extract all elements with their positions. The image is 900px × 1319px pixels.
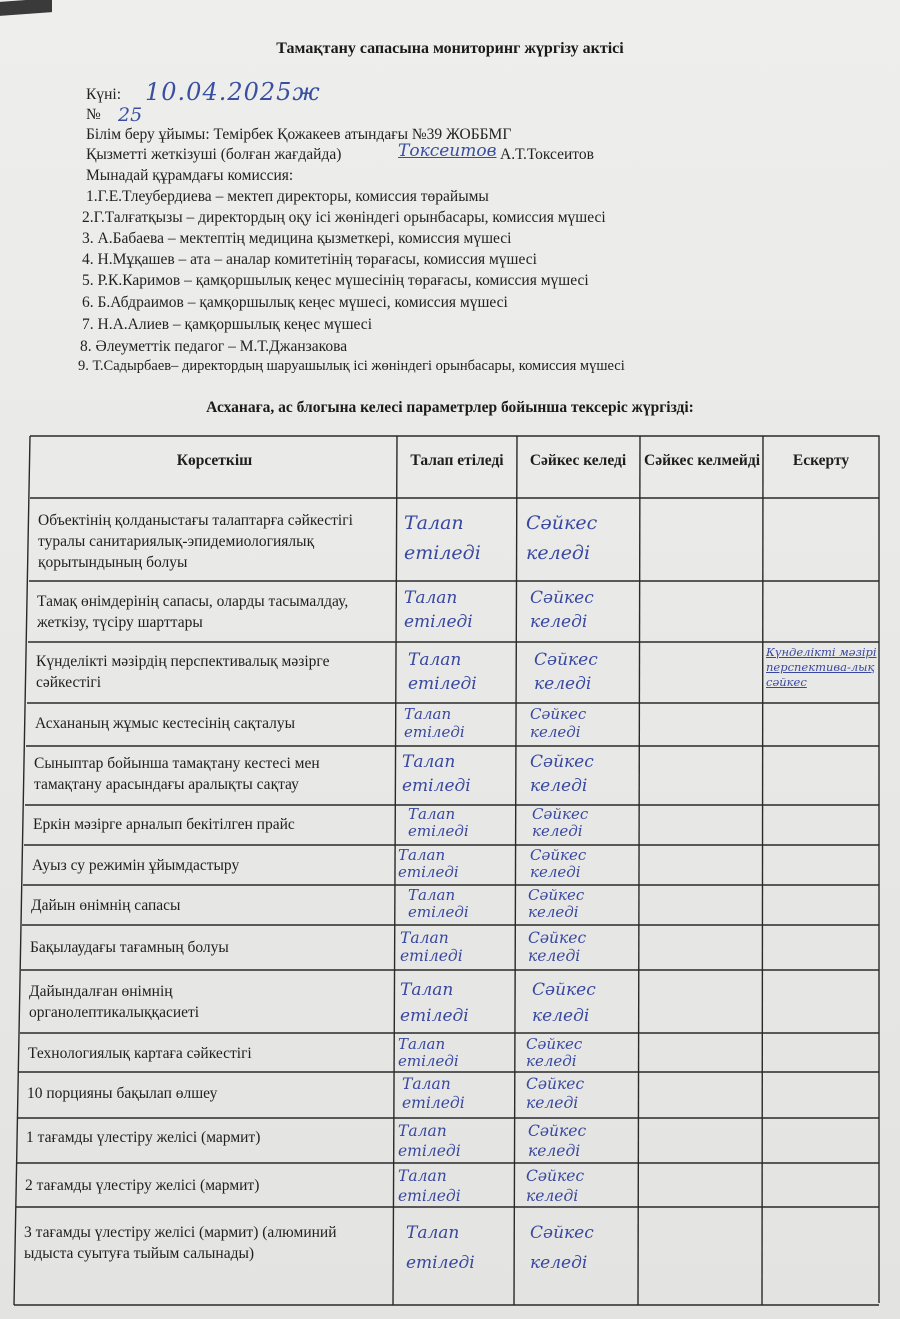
commission-intro: Мынадай құрамдағы комиссия: [86, 167, 294, 184]
complies-mark: Сәйкес келеді [530, 705, 587, 741]
required-mark: Талап етіледі [398, 1167, 461, 1205]
required-mark: Талап етіледі [400, 929, 463, 965]
member-item: 5. Р.К.Каримов – қамқоршылық кеңес мүшесінің төрағасы, комиссия мүшесі [82, 272, 589, 289]
row-indicator: Күнделікті мәзірдің перспективалық мәзірге сәйкестігі [36, 653, 330, 691]
required-mark: Талап етіледі [406, 1223, 475, 1273]
row-indicator: Тамақ өнімдерінің сапасы, оларды тасымалдау, жеткізу, түсіру шарттары [37, 593, 349, 631]
required-mark: Талап етіледі [408, 650, 477, 694]
member-item: 4. Н.Мұқашев – ата – аналар комитетінің төрағасы, комиссия мүшесі [82, 251, 537, 268]
table-subtitle: Асханаға, ас блогына келесі параметрлер бойынша тексеріс жүргізді: [206, 399, 694, 416]
required-mark: Талап етіледі [398, 1035, 459, 1070]
complies-mark: Сәйкес келеді [530, 752, 594, 796]
member-item: 8. Әлеуметтік педагог – М.Т.Джанзакова [80, 338, 348, 355]
complies-mark: Сәйкес келеді [530, 588, 594, 632]
member-item: 1.Г.Е.Тлеубердиева – мектеп директоры, комиссия төрайымы [86, 188, 489, 205]
row-indicator: Еркін мәзірге арналып бекітілген прайс [33, 816, 295, 833]
row-indicator: Асхананың жұмыс кестесінің сақталуы [35, 715, 296, 732]
row-indicator: Сыныптар бойынша тамақтану кестесі мен тамақтану арасындағы аралықты сақтау [34, 755, 320, 793]
required-mark: Талап етіледі [408, 886, 469, 921]
handwritten-note: Күнделікті мәзірі перспектива-лық сәйкес [766, 645, 877, 689]
column-header-required: Талап етіледі [410, 452, 504, 469]
complies-mark: Сәйкес келеді [526, 1075, 585, 1112]
complies-mark: Сәйкес келеді [530, 1223, 594, 1273]
row-indicator: Дайындалған өнімнің органолептикалыққасиеті [29, 983, 200, 1021]
member-item: 6. Б.Абдраимов – қамқоршылық кеңес мүшесі, комиссия мүшесі [82, 294, 508, 311]
required-mark: Талап етіледі [402, 1075, 465, 1112]
member-item: 3. А.Бабаева – мектептің медицина қызметкері, комиссия мүшесі [82, 230, 512, 247]
row-indicator: Объектінің қолданыстағы талаптарға сәйкестігі туралы санитариялық-эпидемиологиялық қорытындының болуы [38, 512, 353, 571]
column-header-not-complies: Сәйкес келмейді [644, 452, 761, 469]
row-indicator: Технологиялық картаға сәйкестігі [28, 1045, 252, 1062]
complies-mark: Сәйкес келеді [534, 650, 598, 694]
member-item: 9. Т.Садырбаев– директордың шаруашылық ісі жөніндегі орынбасары, комиссия мүшесі [78, 358, 625, 374]
member-item: 7. Н.А.Алиев – қамқоршылық кеңес мүшесі [82, 316, 372, 333]
required-mark: Талап етіледі [398, 846, 459, 881]
complies-mark: Сәйкес келеді [532, 805, 589, 840]
member-item: 2.Г.Талғатқызы – директордың оқу ісі жөніндегі орынбасары, комиссия мүшесі [82, 209, 606, 226]
complies-mark: Сәйкес келеді [528, 929, 587, 965]
required-mark: Талап етіледі [404, 588, 473, 632]
number-value: 25 [118, 104, 143, 126]
complies-mark: Сәйкес келеді [532, 980, 596, 1026]
required-mark: Талап етіледі [408, 805, 469, 840]
complies-mark: Сәйкес келеді [526, 1035, 583, 1070]
complies-mark: Сәйкес келеді [528, 1122, 587, 1160]
required-mark: Талап етіледі [402, 752, 471, 796]
date-value: 10.04.2025ж [145, 78, 321, 106]
column-header-note: Ескерту [792, 452, 850, 469]
required-mark: Талап етіледі [404, 512, 481, 564]
number-label: № [86, 106, 101, 123]
complies-mark: Сәйкес келеді [526, 512, 598, 564]
complies-mark: Сәйкес келеді [526, 1167, 585, 1205]
row-indicator: 1 тағамды үлестіру желісі (мармит) [26, 1129, 261, 1146]
required-mark: Талап етіледі [404, 705, 465, 741]
row-indicator: 10 порцияны бақылап өлшеу [27, 1085, 218, 1102]
required-mark: Талап етіледі [400, 980, 469, 1026]
row-indicator: Ауыз су режимін ұйымдастыру [32, 857, 240, 874]
date-label: Күні: [86, 86, 121, 103]
complies-mark: Сәйкес келеді [530, 846, 587, 881]
supplier-name: А.Т.Токсеитов [500, 146, 594, 163]
supplier-signature: Токсеитов [398, 141, 497, 161]
organization: Білім беру ұйымы: Темірбек Қожакеев атындағы №39 ЖОББМГ [86, 126, 512, 143]
row-indicator: Бақылаудағы тағамның болуы [30, 939, 229, 956]
document-title: Тамақтану сапасына мониторинг жүргізу актісі [276, 40, 624, 57]
column-header-complies: Сәйкес келеді [529, 452, 627, 469]
row-indicator: Дайын өнімнің сапасы [31, 897, 181, 914]
supplier-label: Қызметті жеткізуші (болған жағдайда) [86, 146, 342, 163]
required-mark: Талап етіледі [398, 1122, 461, 1160]
column-header-indicator: Көрсеткіш [176, 452, 253, 469]
complies-mark: Сәйкес келеді [528, 886, 585, 921]
row-indicator: 2 тағамды үлестіру желісі (мармит) [25, 1177, 260, 1194]
row-indicator: 3 тағамды үлестіру желісі (мармит) (алюминий ыдыста суытуға тыйым салынады) [24, 1224, 337, 1262]
